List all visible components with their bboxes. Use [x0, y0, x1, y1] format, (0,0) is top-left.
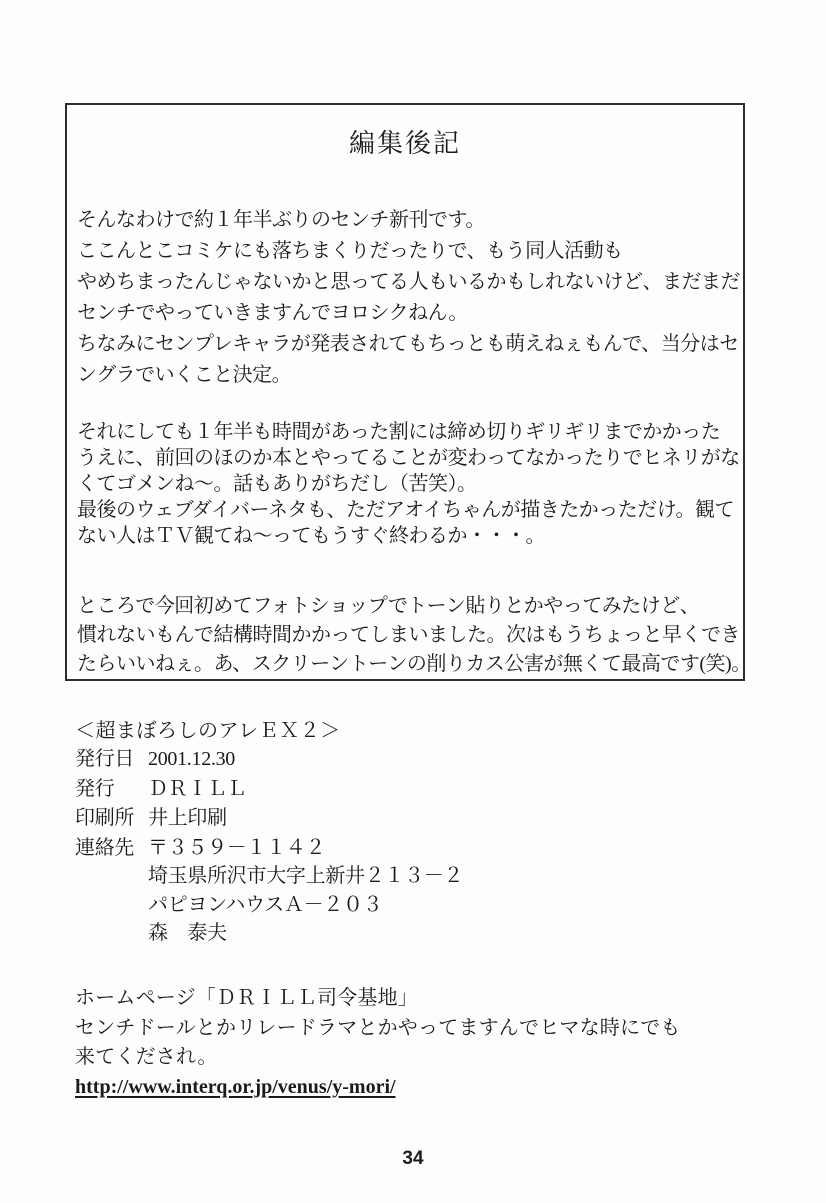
address-line: 埼玉県所沢市大字上新井２１３－２ [148, 865, 464, 887]
afterword-line: ここんとこコミケにも落ちまくりだったりで、もう同人活動も [77, 240, 623, 262]
colophon-label: 発行日 [75, 748, 135, 770]
homepage-title: ホームページ「ＤＲＩＬＬ司令基地」 [75, 987, 418, 1009]
afterword-line: ところで今回初めてフォトショップでトーン貼りとかやってみたけど、 [77, 595, 700, 617]
afterword-line: そんなわけで約１年半ぶりのセンチ新刊です。 [77, 209, 485, 231]
afterword-line: ない人はＴＶ観てね～ってもうすぐ終わるか・・・。 [77, 525, 545, 547]
afterword-line: センチでやっていきますんでヨロシクねん。 [77, 302, 468, 324]
homepage-section [75, 984, 681, 1102]
homepage-description: 来てくだされ。 [75, 1046, 218, 1068]
colophon-row-printer [75, 804, 325, 834]
colophon-label: 印刷所 [75, 807, 135, 829]
afterword-line: 最後のウェブダイバーネタも、ただアオイちゃんが描きたかっただけ。観て [77, 499, 734, 521]
afterword-line: ちなみにセンプレキャラが発表されてもちっとも萌えねぇもんで、当分はセ [77, 333, 739, 355]
afterword-line: それにしても１年半も時間があった割には締め切りギリギリまでかかった [77, 421, 721, 443]
afterword-line: 慣れないもんで結構時間かかってしまいました。次はもうちょっと早くでき [77, 624, 740, 646]
afterword-line: やめちまったんじゃないかと思ってる人もいるかもしれないけど、まだまだ [77, 271, 740, 293]
colophon-value: 井上印刷 [148, 807, 227, 829]
colophon-row-publisher [75, 775, 325, 805]
afterword-line: うえに、前回のほのか本とやってることが変わってなかったりでヒネリがな [77, 447, 740, 469]
homepage-url: http://www.interq.or.jp/venus/y-mori/ [75, 1075, 396, 1098]
homepage-description: センチドールとかリレードラマとかやってますんでヒマな時にでも [75, 1016, 681, 1039]
afterword-paragraph-3 [77, 592, 751, 679]
afterword-paragraph-2 [77, 419, 740, 549]
page-number: 34 [402, 1148, 424, 1169]
colophon-label: 連絡先 [75, 836, 135, 859]
afterword-paragraph-1 [77, 205, 740, 391]
afterword-line: くてゴメンね～。話もありがちだし（苦笑）。 [77, 473, 477, 495]
colophon-value: 2001.12.30 [148, 748, 236, 770]
address-line: 森 泰夫 [148, 922, 227, 944]
colophon [75, 745, 325, 863]
colophon-book-title: ＜超まぼろしのアレＥＸ２＞ [75, 720, 341, 742]
contact-address [148, 862, 463, 948]
address-line: パピヨンハウスＡ－２０３ [148, 893, 383, 916]
afterword-line: たらいいねぇ。あ、スクリーントーンの削りカス公害が無くて最高です(笑)。 [77, 653, 751, 675]
colophon-row-contact [75, 834, 325, 864]
afterword-title: 編集後記 [348, 129, 461, 158]
afterword-line: ングラでいくこと決定。 [77, 364, 292, 386]
colophon-label: 発行 [75, 777, 115, 800]
afterword-box [65, 103, 751, 681]
colophon-row-publish-date [75, 745, 325, 775]
colophon-value: ＤＲＩＬＬ [148, 777, 247, 800]
colophon-value: 〒３５９－１１４２ [148, 836, 326, 859]
